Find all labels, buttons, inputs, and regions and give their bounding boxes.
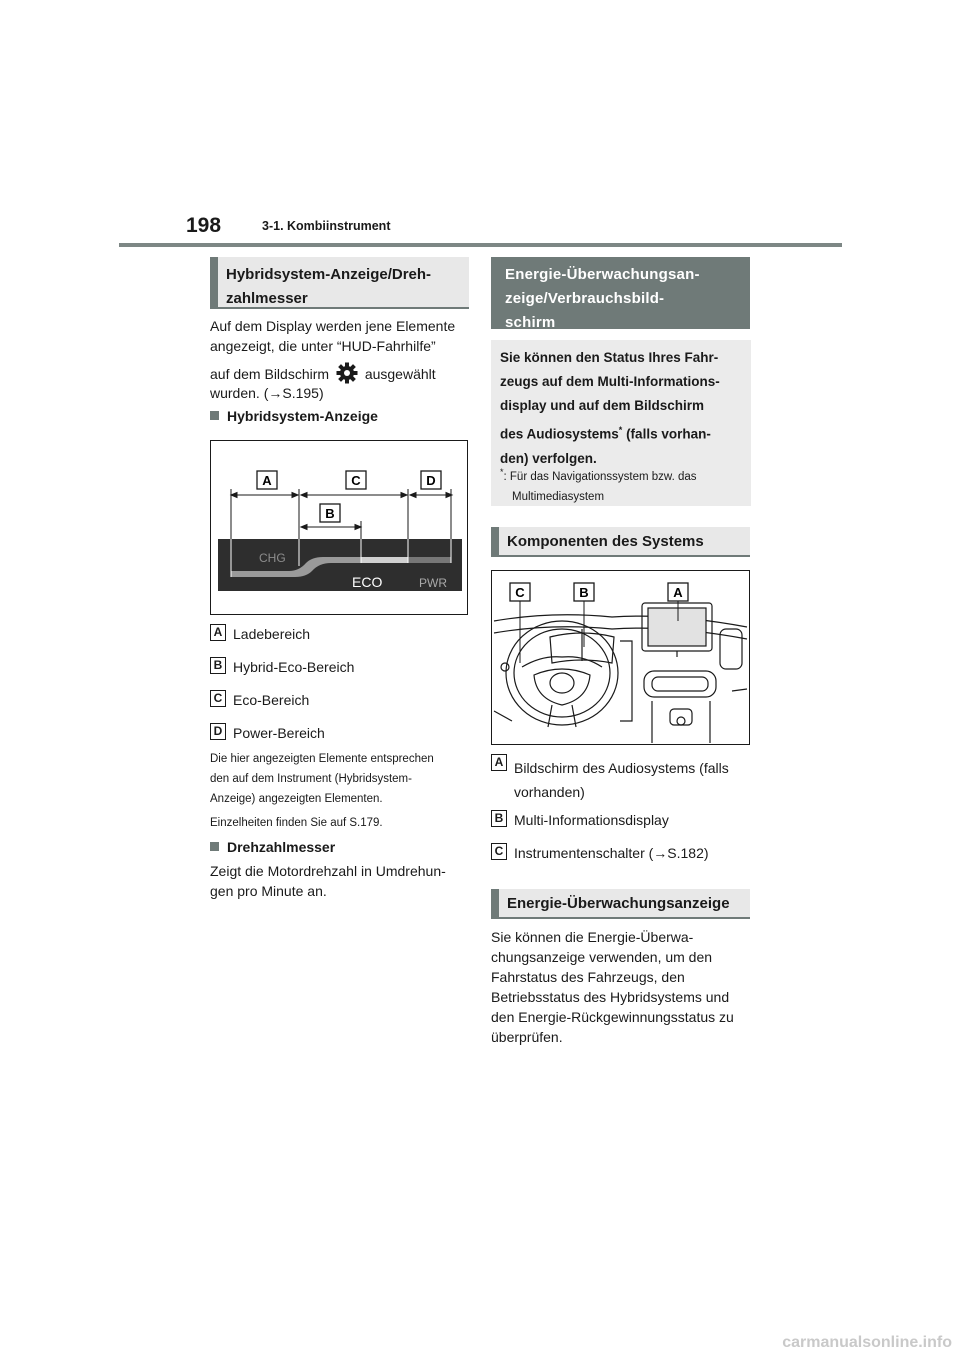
energy-line-1: Sie können die Energie-Überwa- — [491, 929, 694, 945]
dashboard-figure — [491, 570, 750, 745]
info-box — [491, 340, 751, 506]
info-line-4 — [500, 418, 720, 447]
chg-label: CHG — [259, 551, 286, 565]
note-line-3: Anzeige) angezeigten Elementen. — [210, 793, 383, 805]
intro-line-1: Auf dem Display werden jene Elemente — [210, 318, 456, 334]
bullet-square — [210, 842, 219, 851]
component-text-a-line-2: vorhanden) — [514, 784, 585, 800]
energy-line-3: Fahrstatus des Fahrzeugs, den — [491, 969, 685, 985]
intro-paragraph — [210, 316, 455, 356]
footnote-line-1 — [500, 462, 697, 487]
dashboard-lines — [494, 603, 747, 743]
gear-icon — [336, 362, 358, 384]
section-heading-line-2: zeige/Verbrauchsbild- — [505, 290, 665, 307]
legend-text-d: Power-Bereich — [233, 725, 325, 741]
footnote-line-2: Multimediasystem — [512, 490, 605, 503]
figure-label-a: A — [673, 585, 683, 600]
header-divider — [119, 243, 842, 247]
info-line-3: display und auf dem Bildschirm — [500, 398, 705, 413]
legend-key-a: A — [210, 624, 226, 641]
intro-line-2: angezeigt, die unter “HUD-Fahrhilfe” — [210, 338, 436, 354]
subheading-text: Drehzahlmesser — [227, 839, 336, 855]
legend-key-b: B — [210, 657, 226, 674]
info-line-2: zeugs auf dem Multi-Informations- — [500, 374, 720, 389]
page-number: 198 — [186, 214, 222, 237]
chapter-title: 3-1. Kombiinstrument — [262, 219, 391, 233]
component-text-c: Instrumentenschalter (→S.182) — [514, 845, 709, 861]
note-line-1: Die hier angezeigten Elemente entsprechen — [210, 753, 434, 765]
pwr-label: PWR — [419, 576, 447, 590]
figure-label-c: C — [515, 585, 525, 600]
legend-key-d: D — [210, 723, 226, 740]
note-paragraph — [210, 749, 434, 809]
footnote-star: * — [500, 467, 504, 477]
tacho-line-2: gen pro Minute an. — [210, 883, 327, 899]
hybrid-indicator-figure — [210, 440, 468, 615]
legend-text-a: Ladebereich — [233, 626, 311, 642]
info-text — [500, 346, 720, 471]
callout-boxes — [510, 583, 688, 601]
section-heading-line-3: schirm — [505, 314, 556, 331]
hybrid-indicator-diagram — [211, 441, 467, 614]
component-text-a-line-1: Bildschirm des Audiosystems (falls — [514, 760, 729, 776]
intro-line-4: wurden. (→S.195) — [210, 385, 324, 401]
diagram-label-d: D — [426, 473, 436, 488]
energy-line-2: chungsanzeige verwenden, um den — [491, 949, 713, 965]
diagram-label-b: B — [325, 506, 335, 521]
eco-segment — [361, 557, 408, 563]
component-key-c: C — [491, 843, 507, 860]
energy-paragraph — [491, 927, 734, 1047]
footnote-text-1: : Für das Navigationssystem bzw. das — [503, 470, 697, 483]
energy-line-5: den Energie-Rückgewinnungsstatus zu — [491, 1009, 734, 1025]
watermark: carmanualsonline.info — [782, 1334, 952, 1351]
subheading-tachometer — [210, 839, 335, 855]
info-line-5: den) verfolgen. — [500, 450, 597, 466]
section-heading-energy-monitor — [491, 257, 750, 329]
subheading-hybrid-indicator — [210, 408, 378, 424]
section-heading-energy-display: Energie-Überwachungsanzeige — [491, 889, 750, 919]
bullet-square — [210, 411, 219, 420]
section-heading-line-1: Energie-Überwachungsan- — [505, 266, 700, 283]
section-heading-hybrid-display — [210, 257, 469, 309]
legend-key-c: C — [210, 690, 226, 707]
info-line-4-end: (falls vorhan- — [622, 426, 711, 442]
component-text-a — [514, 756, 729, 804]
dashboard-illustration — [492, 571, 749, 744]
component-key-a: A — [491, 754, 507, 771]
intro-line-3-start: auf dem Bildschirm — [210, 366, 330, 382]
note-reference: Einzelheiten finden Sie auf S.179. — [210, 817, 383, 829]
intro-line-3 — [210, 362, 436, 384]
section-heading-line-1: Hybridsystem-Anzeige/Dreh- — [226, 266, 432, 283]
section-heading-components: Komponenten des Systems — [491, 527, 750, 557]
energy-line-6: überprüfen. — [491, 1029, 563, 1045]
tachometer-paragraph — [210, 861, 446, 901]
info-line-1: Sie können den Status Ihres Fahr- — [500, 350, 719, 365]
intro-line-3-end: ausgewählt — [364, 366, 436, 382]
legend-text-c: Eco-Bereich — [233, 692, 310, 708]
section-heading-line-2: zahlmesser — [226, 290, 308, 307]
subheading-text: Hybridsystem-Anzeige — [227, 408, 378, 424]
component-text-b: Multi-Informationsdisplay — [514, 812, 669, 828]
legend-text-b: Hybrid-Eco-Bereich — [233, 659, 355, 675]
power-segment — [408, 557, 451, 563]
diagram-label-c: C — [351, 473, 361, 488]
note-line-2: den auf dem Instrument (Hybridsystem- — [210, 773, 412, 785]
footnote-marker: * — [618, 425, 623, 435]
component-key-b: B — [491, 810, 507, 827]
diagram-label-a: A — [262, 473, 272, 488]
tacho-line-1: Zeigt die Motordrehzahl in Umdrehun- — [210, 863, 446, 879]
footnote — [500, 462, 697, 507]
figure-label-b: B — [579, 585, 589, 600]
eco-label: ECO — [352, 574, 383, 590]
energy-line-4: Betriebsstatus des Hybridsystems und — [491, 989, 730, 1005]
info-line-4-start: des Audiosystems — [500, 426, 619, 442]
